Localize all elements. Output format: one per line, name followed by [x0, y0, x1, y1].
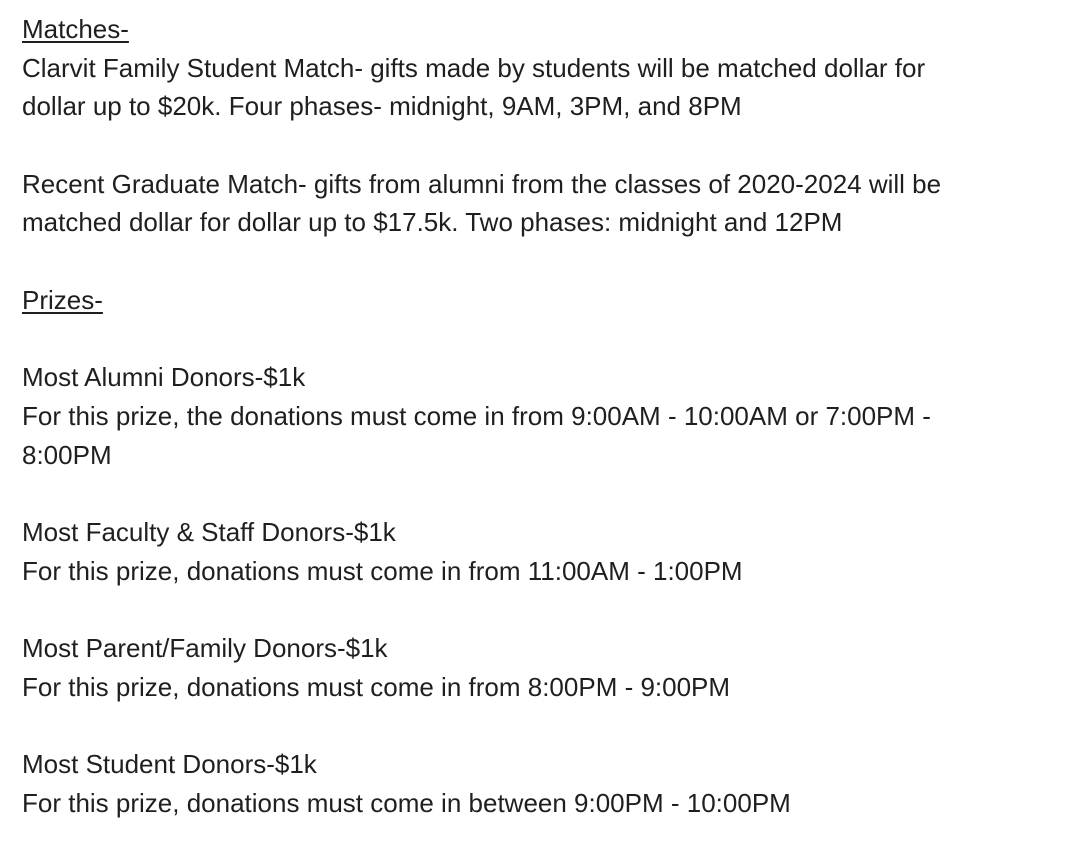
matches-heading: Matches- [22, 14, 129, 44]
prizes-heading: Prizes- [22, 284, 103, 315]
prize-description: For this prize, the donations must come in from 9:00AM - 10:00AM or 7:00PM - [22, 400, 931, 431]
match-item-text: Clarvit Family Student Match- gifts made by students will be matched dollar for [22, 52, 926, 83]
spacer [22, 590, 1072, 629]
prize-title: Most Student Donors-$1k [22, 749, 317, 780]
prize-title: Most Faculty & Staff Donors-$1k [22, 516, 396, 547]
prize-description: For this prize, donations must come in from 11:00AM - 1:00PM [22, 555, 743, 586]
document-body [22, 10, 1072, 822]
prize-title: Most Parent/Family Donors-$1k [22, 633, 388, 663]
prize-item-alumni [22, 358, 1072, 474]
spacer [22, 474, 1072, 513]
prize-description: For this prize, donations must come in from 8:00PM - 9:00PM [22, 671, 731, 702]
spacer [22, 242, 1072, 281]
match-item-text: dollar up to $20k. Four phases- midnight, 9AM, 3PM, and 8PM [22, 91, 742, 122]
prize-item-parent-family [22, 629, 1072, 706]
match-item-text: Recent Graduate Match- gifts from alumni from the classes of 2020-2024 will be [22, 168, 942, 199]
spacer [22, 126, 1072, 165]
prize-title: Most Alumni Donors-$1k [22, 362, 306, 393]
prize-item-student [22, 745, 1072, 822]
match-item-student [22, 49, 1072, 126]
prize-description: 8:00PM [22, 439, 112, 470]
match-item-text: matched dollar for dollar up to $17.5k. Two phases: midnight and 12PM [22, 207, 843, 238]
spacer [22, 706, 1072, 745]
prize-description: For this prize, donations must come in between 9:00PM - 10:00PM [22, 787, 791, 818]
match-item-recent-graduate [22, 165, 1072, 242]
prize-item-faculty-staff [22, 513, 1072, 590]
spacer [22, 320, 1072, 359]
